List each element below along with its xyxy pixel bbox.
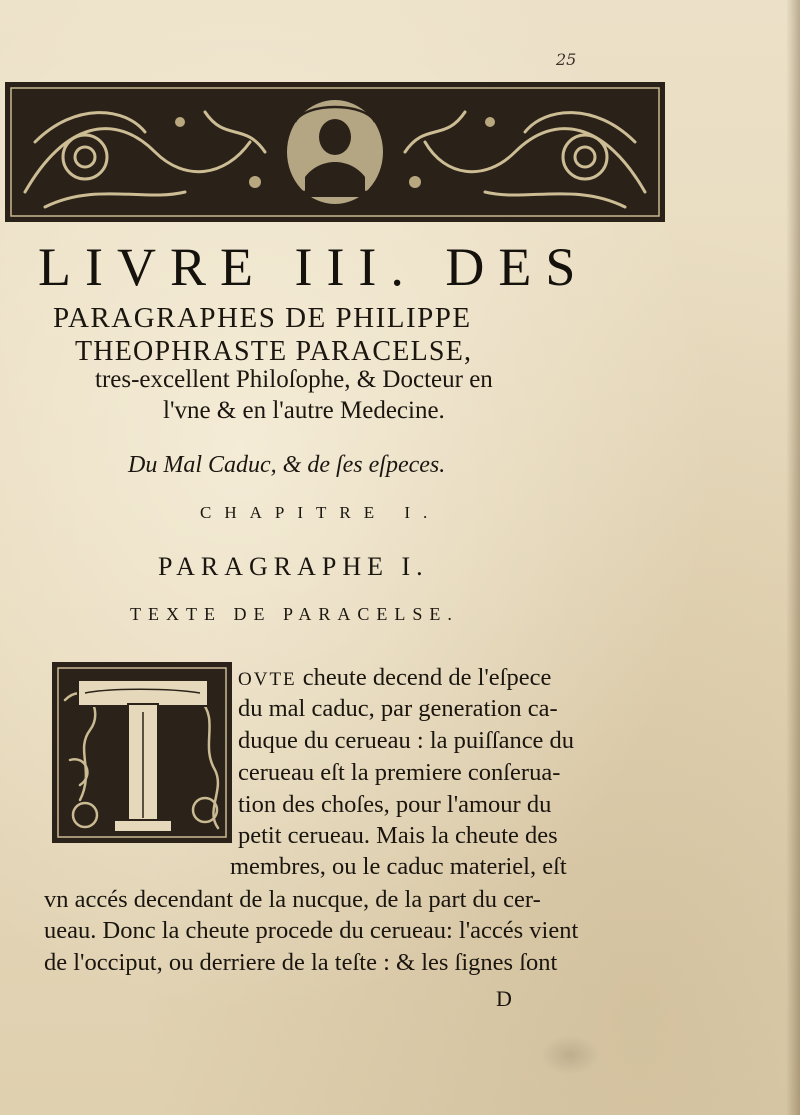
page-edge-shadow	[786, 0, 800, 1115]
paper-stain	[540, 1035, 600, 1075]
title-line-3: tres-excellent Philoſophe, & Docteur en	[95, 366, 493, 393]
body-line-7: membres, ou le caduc materiel, eſt	[230, 853, 567, 880]
decorated-initial-image	[50, 660, 234, 845]
body-line-3: duque du cerueau : la puiſſance du	[238, 727, 575, 754]
body-line-4: cerueau eſt la premiere conſerua-	[238, 759, 561, 786]
title-line-2: THEOPHRASTE PARACELSE,	[75, 336, 473, 367]
paragraph-heading: PARAGRAPHE I.	[158, 552, 429, 581]
body-line-9: ueau. Donc la cheute procede du cerueau: l'accés vient	[44, 917, 579, 944]
body-line-1	[238, 664, 551, 692]
text-heading: TEXTE DE PARACELSE.	[130, 604, 459, 624]
book-title: LIVRE III. DES	[38, 237, 590, 297]
body-first-word: OVTE	[238, 669, 297, 690]
body-line-10: de l'occiput, ou derriere de la teſte : & les ſignes ſont	[44, 949, 558, 976]
chapter-heading: CHAPITRE I.	[200, 503, 441, 522]
body-line-2: du mal caduc, par generation ca-	[238, 695, 558, 722]
body-line-1-text: cheute decend de l'eſpece	[296, 664, 552, 691]
catchword: D	[496, 986, 512, 1011]
title-line-4: l'vne & en l'autre Medecine.	[163, 397, 445, 424]
title-line-1: PARAGRAPHES DE PHILIPPE	[53, 302, 472, 334]
body-line-8: vn accés decendant de la nucque, de la part du cer-	[44, 886, 541, 913]
ornamental-headpiece-image	[5, 82, 665, 222]
body-line-5: tion des choſes, pour l'amour du	[238, 791, 552, 818]
page-number: 25	[556, 50, 577, 69]
body-line-6: petit cerueau. Mais la cheute des	[238, 822, 558, 849]
section-heading: Du Mal Caduc, & de ſes eſpeces.	[128, 452, 446, 478]
